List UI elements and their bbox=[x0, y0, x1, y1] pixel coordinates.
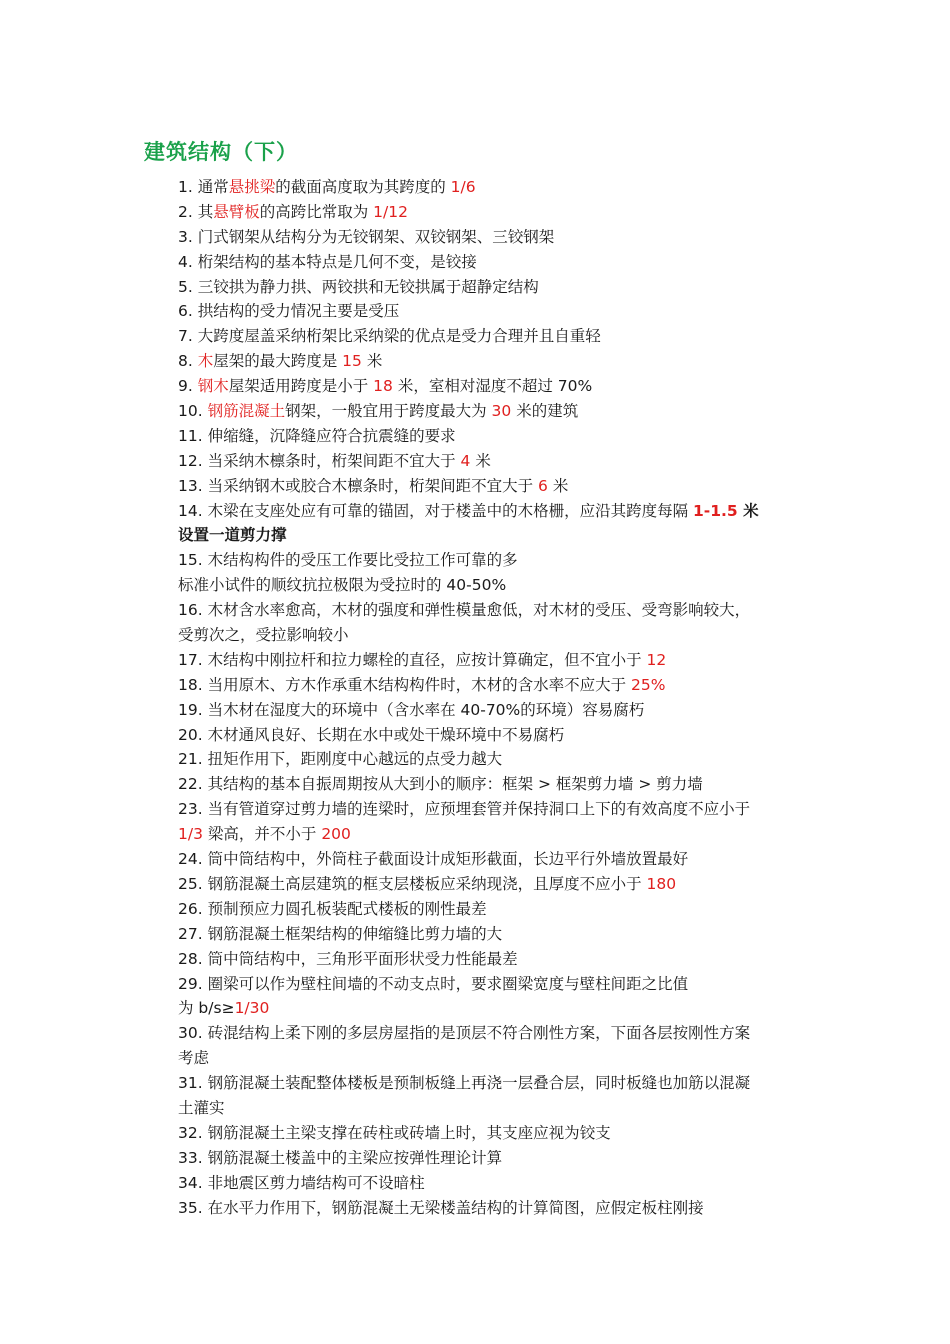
line-text: 考虑 bbox=[178, 1049, 210, 1068]
line-text: 的截面高度取为其跨度的 bbox=[275, 178, 451, 196]
line-text: 受剪次之，受拉影响较小 bbox=[178, 626, 349, 645]
line-text: 土灌实 bbox=[178, 1098, 225, 1117]
item-34 bbox=[178, 1171, 818, 1196]
item-17 bbox=[178, 648, 818, 673]
line-text: 5. 三铰拱为静力拱、两铰拱和无铰拱属于超静定结构 bbox=[178, 277, 539, 296]
highlight-text: 18 bbox=[373, 377, 393, 396]
line-text: 25. 钢筋混凝土高层建筑的框支层楼板应采纳现浇，且厚度不应小于 bbox=[178, 874, 647, 893]
item-5 bbox=[178, 275, 818, 300]
item-15-cont bbox=[178, 573, 818, 598]
highlight-text: 木 bbox=[197, 352, 214, 371]
line-text: 16. 木材含水率愈高，木材的强度和弹性模量愈低，对木材的受压、受弯影响较大， bbox=[178, 601, 751, 620]
highlight-text: 1/12 bbox=[373, 202, 408, 221]
line-text: 18. 当用原木、方木作承重木结构构件时，木材的含水率不应大于 bbox=[178, 675, 632, 694]
highlight-text: 悬臂板 bbox=[213, 202, 260, 221]
item-20 bbox=[178, 723, 818, 748]
item-10 bbox=[178, 399, 818, 424]
line-text: 24. 筒中筒结构中，外筒柱子截面设计成矩形截面，长边平行外墙放置最好 bbox=[178, 850, 689, 869]
item-9 bbox=[178, 374, 818, 399]
line-text: 27. 钢筋混凝土框架结构的伸缩缝比剪力墙的大 bbox=[178, 924, 503, 943]
item-30-cont bbox=[178, 1046, 818, 1071]
item-16-cont bbox=[178, 623, 818, 648]
line-text: 2. 其 bbox=[178, 202, 214, 221]
line-text: 8. bbox=[178, 352, 198, 371]
item-14-cont bbox=[178, 523, 818, 548]
line-text: 屋架的最大跨度是 bbox=[213, 352, 343, 371]
item-29-cont bbox=[178, 996, 818, 1021]
page-title: 建筑结构（下） bbox=[144, 140, 298, 164]
line-text: 11. 伸缩缝，沉降缝应符合抗震缝的要求 bbox=[178, 426, 456, 445]
item-21 bbox=[178, 747, 818, 772]
line-text: 29. 圈梁可以作为壁柱间墙的不动支点时，要求圈梁宽度与壁柱间距之比值 bbox=[178, 974, 689, 993]
item-3 bbox=[178, 225, 818, 250]
line-text: 钢架，一般宜用于跨度最大为 bbox=[285, 402, 492, 421]
line-text: 7. 大跨度屋盖采纳桁架比采纳梁的优点是受力合理并且自重轻 bbox=[178, 327, 601, 346]
line-text: 21. 扭矩作用下，距刚度中心越远的点受力越大 bbox=[178, 750, 503, 769]
highlight-text: 15 bbox=[342, 352, 362, 371]
item-6 bbox=[178, 299, 818, 324]
item-22 bbox=[178, 772, 818, 797]
item-1 bbox=[178, 175, 818, 200]
line-text: 为 b/s≥ bbox=[178, 999, 235, 1018]
highlight-text: 钢木 bbox=[197, 377, 229, 396]
line-text: 屋架适用跨度是小于 bbox=[228, 377, 374, 396]
line-text: 梁高，并不小于 bbox=[202, 825, 322, 844]
line-text: 15. 木结构构件的受压工作要比受拉工作可靠的多 bbox=[178, 551, 518, 570]
item-30 bbox=[178, 1021, 818, 1046]
item-15 bbox=[178, 548, 818, 573]
line-text: 9. bbox=[178, 377, 198, 396]
item-7 bbox=[178, 324, 818, 349]
item-19 bbox=[178, 698, 818, 723]
line-text: 设置一道剪力撑 bbox=[178, 526, 287, 545]
line-text: 20. 木材通风良好、长期在水中或处干燥环境中不易腐朽 bbox=[178, 725, 565, 744]
item-29 bbox=[178, 972, 818, 997]
item-33 bbox=[178, 1146, 818, 1171]
item-28 bbox=[178, 947, 818, 972]
highlight-text: 12 bbox=[646, 650, 667, 669]
item-26 bbox=[178, 897, 818, 922]
line-text: 标准小试件的顺纹抗拉极限为受拉时的 40-50% bbox=[178, 576, 507, 595]
line-text: 31. 钢筋混凝土装配整体楼板是预制板缝上再浇一层叠合层，同时板缝也加筋以混凝 bbox=[178, 1074, 751, 1093]
item-23-cont bbox=[178, 822, 818, 847]
item-8 bbox=[178, 349, 818, 374]
line-text: 的高跨比常取为 bbox=[259, 202, 374, 221]
item-31-cont bbox=[178, 1096, 818, 1121]
line-text: 米 bbox=[361, 352, 383, 371]
item-list bbox=[178, 175, 818, 1220]
highlight-text: 180 bbox=[646, 874, 677, 893]
line-text: 6. 拱结构的受力情况主要是受压 bbox=[178, 302, 400, 321]
highlight-text: 25% bbox=[631, 675, 666, 694]
line-text: 22. 其结构的基本自振周期按从大到小的顺序：框架 > 框架剪力墙 > 剪力墙 bbox=[178, 775, 703, 794]
line-text: 米，室相对湿度不超过 70% bbox=[392, 377, 593, 396]
item-31 bbox=[178, 1071, 818, 1096]
highlight-text: 1/3 bbox=[178, 825, 203, 844]
item-16 bbox=[178, 598, 818, 623]
item-14 bbox=[178, 499, 818, 524]
item-23 bbox=[178, 797, 818, 822]
highlight-text: 1-1.5 bbox=[693, 501, 738, 520]
item-27 bbox=[178, 922, 818, 947]
highlight-text: 1/30 bbox=[234, 999, 270, 1018]
item-25 bbox=[178, 872, 818, 897]
line-text: 米 bbox=[470, 451, 491, 470]
item-32 bbox=[178, 1121, 818, 1146]
line-text: 35. 在水平力作用下，钢筋混凝土无梁楼盖结构的计算简图，应假定板柱刚接 bbox=[178, 1198, 704, 1217]
item-12 bbox=[178, 449, 818, 474]
line-text: 米的建筑 bbox=[511, 402, 579, 421]
item-2 bbox=[178, 200, 818, 225]
line-text: 28. 筒中筒结构中，三角形平面形状受力性能最差 bbox=[178, 949, 518, 968]
line-text: 34. 非地震区剪力墙结构可不设暗柱 bbox=[178, 1173, 425, 1192]
line-text: 10. bbox=[178, 402, 208, 421]
line-text: 13. 当采纳钢木或胶合木檩条时，桁架间距不宜大于 bbox=[178, 476, 539, 495]
line-text: 30. 砖混结构上柔下刚的多层房屋指的是顶层不符合刚性方案，下面各层按刚性方案 bbox=[178, 1024, 751, 1043]
line-text: 米 bbox=[547, 476, 569, 495]
line-text: 12. 当采纳木檩条时，桁架间距不宜大于 bbox=[178, 451, 461, 470]
line-text: 4. 桁架结构的基本特点是几何不变，是铰接 bbox=[178, 252, 477, 271]
line-text: 米 bbox=[737, 501, 759, 520]
highlight-text: 悬挑梁 bbox=[228, 178, 276, 196]
line-text: 3. 门式钢架从结构分为无铰钢架、双铰钢架、三铰钢架 bbox=[178, 227, 555, 246]
line-text: 19. 当木材在湿度大的环境中（含水率在 40-70%的环境）容易腐朽 bbox=[178, 700, 645, 719]
item-35 bbox=[178, 1196, 818, 1221]
line-text: 33. 钢筋混凝土楼盖中的主梁应按弹性理论计算 bbox=[178, 1148, 503, 1167]
line-text: 26. 预制预应力圆孔板装配式楼板的刚性最差 bbox=[178, 899, 487, 918]
highlight-text: 1/6 bbox=[450, 178, 476, 196]
highlight-text: 钢筋混凝土 bbox=[207, 402, 286, 421]
item-4 bbox=[178, 250, 818, 275]
highlight-text: 30 bbox=[491, 402, 512, 421]
highlight-text: 200 bbox=[321, 825, 351, 844]
highlight-text: 4 bbox=[460, 451, 471, 470]
line-text: 23. 当有管道穿过剪力墙的连梁时，应预埋套管并保持洞口上下的有效高度不应小于 bbox=[178, 800, 751, 819]
item-11 bbox=[178, 424, 818, 449]
line-text: 1. 通常 bbox=[178, 178, 229, 196]
item-18 bbox=[178, 673, 818, 698]
line-text: 32. 钢筋混凝土主梁支撑在砖柱或砖墙上时，其支座应视为铰支 bbox=[178, 1123, 611, 1142]
item-13 bbox=[178, 474, 818, 499]
item-24 bbox=[178, 847, 818, 872]
highlight-text: 6 bbox=[538, 476, 548, 495]
line-text: 17. 木结构中刚拉杆和拉力螺栓的直径，应按计算确定，但不宜小于 bbox=[178, 650, 647, 669]
line-text: 14. 木梁在支座处应有可靠的锚固，对于楼盖中的木格栅，应沿其跨度每隔 bbox=[178, 501, 694, 520]
